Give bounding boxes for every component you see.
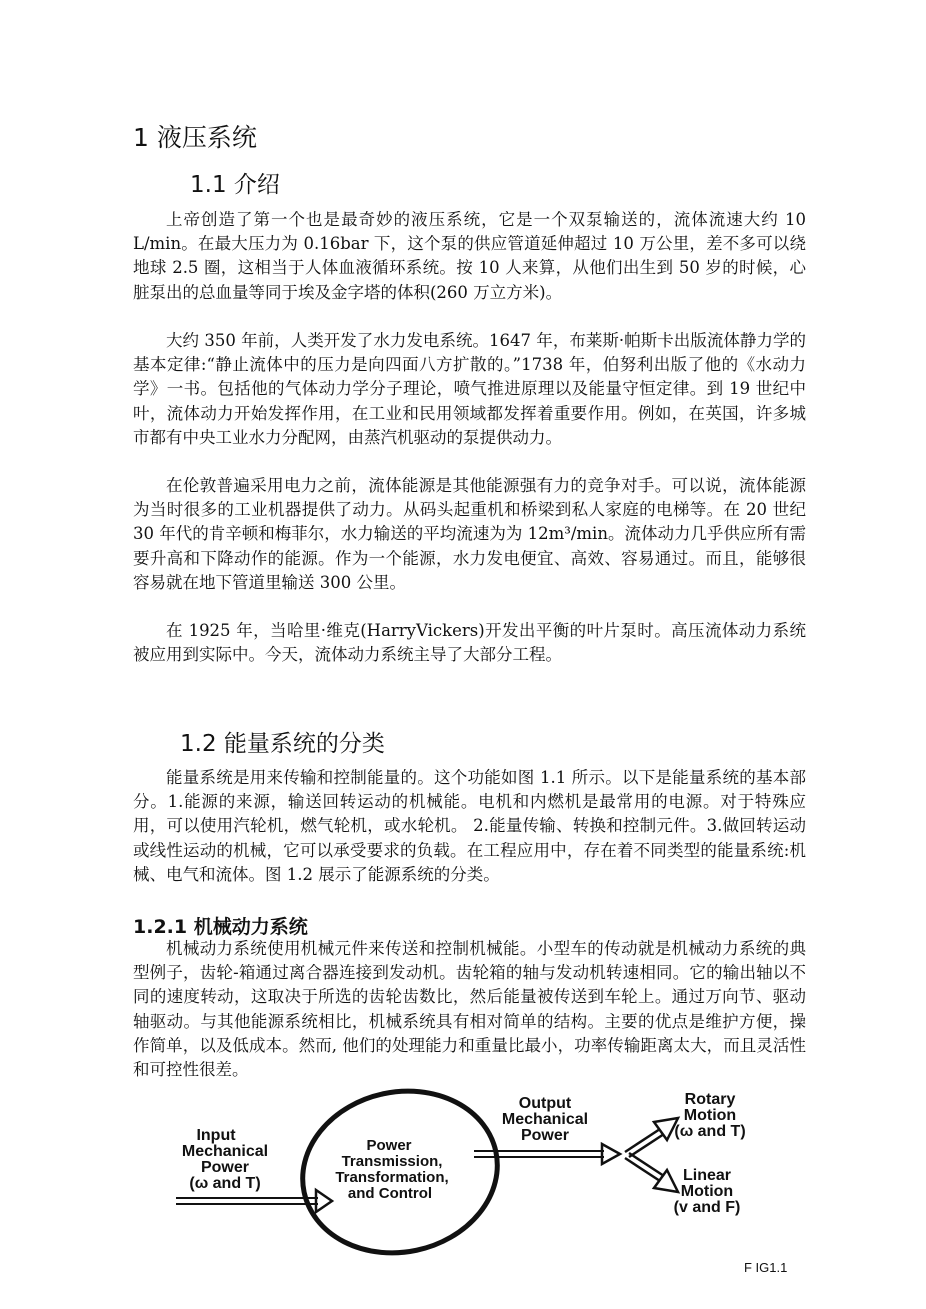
mechanical-power-paragraph: 机械动力系统使用机械元件来传送和控制机械能。小型车的传动就是机械动力系统的典型例子，齿轮-箱通过离合器连接到发动机。齿轮箱的轴与发动机转速相同。它的输出轴以不同的速度转动，这取决于所选的齿轮齿数比，然后能量被传送到车轮上。通过万向节、驱动轴驱动。与其他能源系统相比，机械系统具有相对简单的结构。主要的优点是维护方便，操作简单，以及低成本。然而, 他们的处理能力和重量比最小，功率传输距离太大，而且灵活性和可控性很差。 <box>133 939 806 1080</box>
chapter-title: 1 液压系统 <box>133 123 257 152</box>
center-label-1: Power <box>366 1137 412 1154</box>
output-label-1: Output <box>518 1095 572 1112</box>
intro-paragraph-1: 上帝创造了第一个也是最奇妙的液压系统，它是一个双泵输送的，流体流速大约 10 L/min。在最大压力为 0.16bar 下，这个泵的供应管道延伸超过 10 万公里，差不多可以绕地球 2.5 圈，这相当于人体血液循环系统。按 10 人来算，从他们出生到 50 岁的时候，心脏泵出的总血量等同于埃及金字塔的体积(260 万立方米)。 <box>133 210 806 302</box>
rotary-label-3: (ω and T) <box>674 1123 746 1140</box>
intro-paragraph-2: 大约 350 年前，人类开发了水力发电系统。1647 年，布莱斯·帕斯卡出版流体静力学的基本定律:“静止流体中的压力是向四面八方扩散的。”1738 年，伯努利出版了他的《水动力学》一书。包括他的气体动力学分子理论，喷气推进原理以及能量守恒定律。到 19 世纪中叶，流体动力开始发挥作用，在工业和民用领域都发挥着重要作用。例如，在英国，许多城市都有中央工业水力分配网，由蒸汽机驱动的泵提供动力。 <box>133 331 806 447</box>
input-label-1: Input <box>196 1127 236 1144</box>
intro-paragraph-3: 在伦敦普遍采用电力之前，流体能源是其他能源强有力的竞争对手。可以说，流体能源为当时很多的工业机器提供了动力。从码头起重机和桥梁到私人家庭的电梯等。在 20 世纪 30 年代的肯辛顿和梅菲尔，水力输送的平均流速为为 12m³/min。流体动力几乎供应所有需要升高和下降动作的能源。作为一个能源，水力发电便宜、高效、容易通过。而且，能够很容易就在地下管道里输送 300 公里。 <box>133 476 806 592</box>
center-label-4: and Control <box>347 1185 433 1202</box>
rotary-label-1: Rotary <box>684 1091 736 1108</box>
section-1-2-title: 1.2 能量系统的分类 <box>180 731 385 757</box>
output-label-2: Mechanical <box>501 1111 589 1128</box>
input-label-4: (ω and T) <box>189 1175 261 1192</box>
input-label-3: Power <box>200 1159 250 1176</box>
linear-label-1: Linear <box>682 1167 732 1184</box>
section-1-2-1-title: 1.2.1 机械动力系统 <box>133 916 308 938</box>
section-1-1-title: 1.1 介绍 <box>190 172 280 198</box>
figure-caption: F IG1.1 <box>744 1260 788 1275</box>
figure-1-1-diagram <box>170 1088 790 1258</box>
linear-label-3: (v and F) <box>673 1199 741 1216</box>
linear-label-2: Motion <box>680 1183 734 1200</box>
linear-arrow <box>625 1153 678 1192</box>
energy-system-paragraph: 能量系统是用来传输和控制能量的。这个功能如图 1.1 所示。以下是能量系统的基本部分。1.能源的来源，输送回转运动的机械能。电机和内燃机是最常用的电源。对于特殊应用，可以使用汽轮机，燃气轮机，或水轮机。 2.能量传输、转换和控制元件。3.做回转运动或线性运动的机械，它可以承受要求的负载。在工程应用中，存在着不同类型的能量系统:机械、电气和流体。图 1.2 展示了能源系统的分类。 <box>133 768 806 884</box>
rotary-arrow <box>625 1118 678 1157</box>
rotary-label-2: Motion <box>683 1107 737 1124</box>
input-label-2: Mechanical <box>181 1143 269 1160</box>
center-label-3: Transformation, <box>335 1169 449 1186</box>
output-label-3: Power <box>520 1127 570 1144</box>
center-label-2: Transmission, <box>341 1153 443 1170</box>
intro-paragraph-4: 在 1925 年，当哈里·维克(HarryVickers)开发出平衡的叶片泵时。高压流体动力系统被应用到实际中。今天，流体动力系统主导了大部分工程。 <box>133 621 806 665</box>
